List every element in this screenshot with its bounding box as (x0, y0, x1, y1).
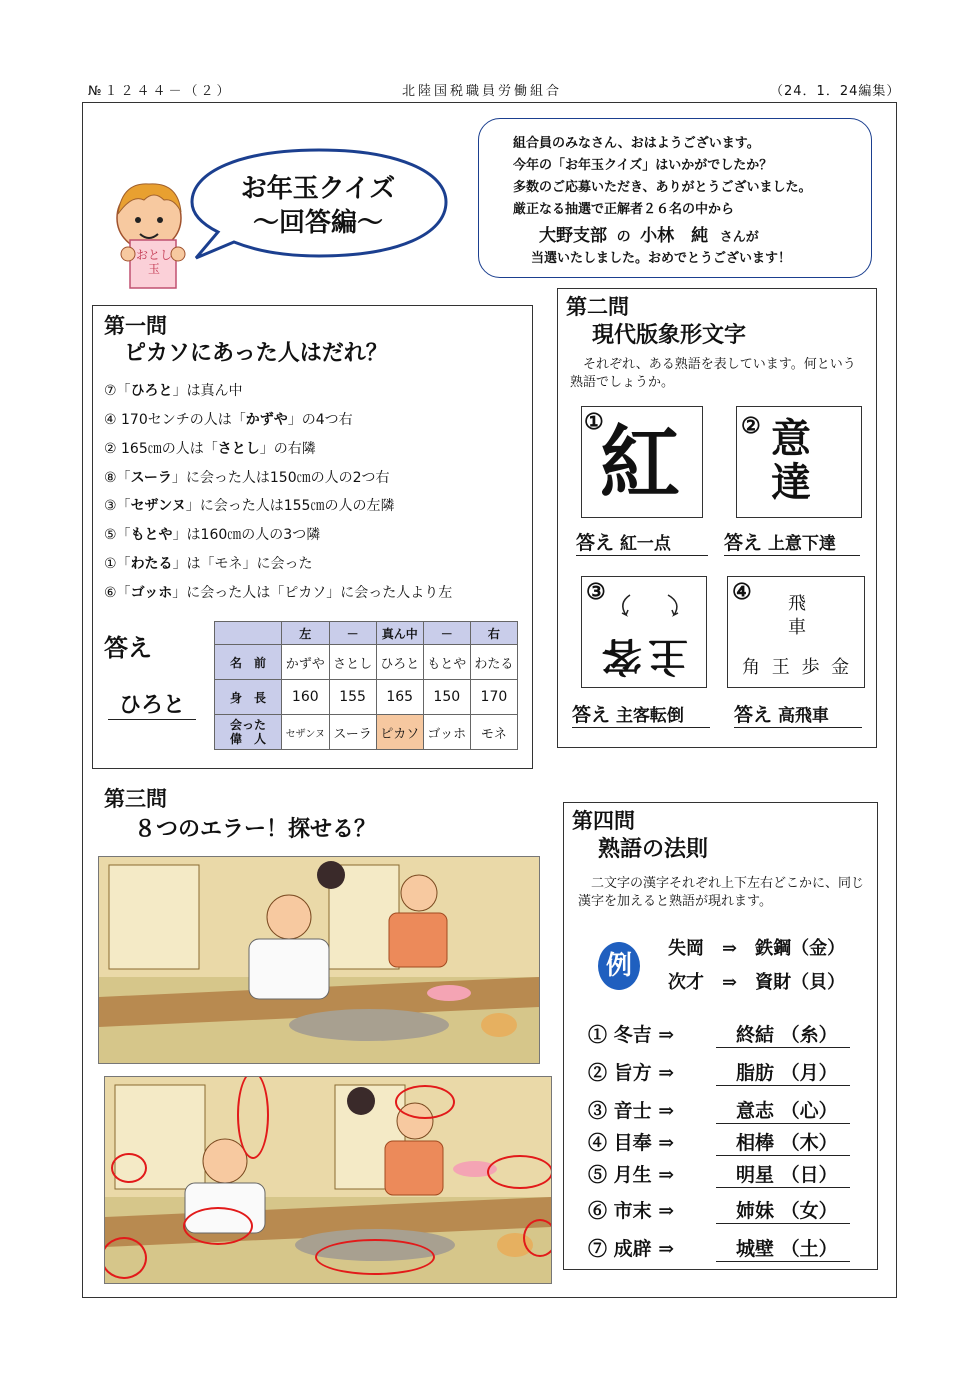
table-col-header: － (423, 622, 470, 645)
table-corner (215, 622, 282, 645)
q2-item-3 (581, 576, 707, 688)
q1-clue: ⑦「ひろと」は真ん中 (104, 383, 243, 399)
example-icon: 例 (598, 942, 640, 990)
greeting-line: 厳正なる抽選で正解者２６名の中から (513, 202, 735, 217)
q3-label: 第三問 (104, 787, 167, 811)
greeting-box (478, 118, 872, 278)
q2-answer-2: 答え 上意下達 (724, 528, 860, 556)
table-col-header: 左 (282, 622, 330, 645)
bubble-title-1: お年玉クイズ (240, 174, 396, 204)
table-cell: ゴッホ (423, 715, 470, 750)
q1-answer-label: 答え (104, 634, 152, 662)
error-circle (395, 1085, 455, 1119)
q2-item-number: ④ (732, 579, 752, 605)
table-col-header: 真ん中 (376, 622, 423, 645)
q1-clue: ①「わたる」は「モネ」に会った (104, 556, 313, 572)
q4-row: ② 旨方 ⇒ 脂肪 （月） (588, 1058, 674, 1085)
error-circle (487, 1155, 552, 1189)
winner-name: 小林 純 (640, 226, 709, 246)
q4-row: ⑦ 成辟 ⇒ 城壁 （土） (588, 1234, 674, 1261)
q2-item-1 (581, 406, 703, 518)
q4-label: 第四問 (572, 809, 635, 833)
q2-glyph-bottom: 達 (771, 459, 811, 506)
q2-title: 現代版象形文字 (592, 323, 747, 348)
issue-number: №１２４４－（２） (88, 84, 233, 99)
q2-glyph: 主客 (596, 633, 688, 680)
q4-desc: 二文字の漢字それぞれ上下左右どこかに、同じ漢字を加えると熟語が現れます。 (578, 876, 865, 909)
q4-row: ④ 目奉 ⇒ 相棒 （木） (588, 1128, 674, 1155)
q1-answer-table (214, 621, 518, 750)
q2-glyph-top: 意 (771, 415, 811, 462)
table-cell: モネ (470, 715, 517, 750)
table-cell: 170 (470, 680, 517, 715)
bubble-title-2: ～回答編～ (252, 208, 383, 238)
q4-example-1: 失岡 ⇒ 鉄鋼（金） (668, 938, 846, 959)
table-cell: さとし (329, 645, 376, 680)
table-cell-highlight: ピカソ (376, 715, 423, 750)
winner-branch: 大野支部 (539, 226, 607, 246)
q1-answer: ひろと (108, 688, 196, 720)
q2-answer-1: 答え 紅一点 (576, 528, 708, 556)
table-cell: かずや (282, 645, 330, 680)
q4-row: ⑥ 市末 ⇒ 姉妹 （女） (588, 1196, 674, 1223)
swap-arrows-icon (616, 591, 686, 625)
q2-label: 第二問 (566, 295, 629, 319)
q2-item-number: ② (741, 413, 761, 439)
q1-label: 第一問 (104, 314, 167, 338)
q2-item-number: ① (584, 409, 604, 435)
otoshidama-card: おとし玉 (136, 248, 173, 276)
table-cell: 160 (282, 680, 330, 715)
table-cell: もとや (423, 645, 470, 680)
child-illustration (104, 176, 194, 294)
spot-difference-original (98, 856, 540, 1064)
edit-date: （24．1．24編集） (770, 84, 901, 99)
q2-item-number: ③ (586, 579, 606, 605)
q1-title: ピカソにあった人はだれ？ (124, 341, 388, 366)
q2-item-2 (736, 406, 862, 518)
table-cell: わたる (470, 645, 517, 680)
table-col-header: － (329, 622, 376, 645)
q2-glyph: 紅 (600, 416, 680, 510)
greeting-line: 今年の「お年玉クイズ」はいかがでしたか？ (513, 158, 773, 173)
q2-answer-4: 答え 高飛車 (734, 700, 862, 728)
table-cell: ひろと (376, 645, 423, 680)
winner-san: さんが (719, 230, 759, 245)
title-bubble (188, 146, 450, 262)
row-label-met: 会った 偉 人 (215, 715, 282, 750)
greeting-lines (513, 133, 811, 221)
table-cell: セザンヌ (282, 715, 330, 750)
q1-clue: ③「セザンヌ」に会った人は155㎝の人の左隣 (104, 498, 395, 514)
spot-difference-answer (104, 1076, 552, 1284)
q4-title: 熟語の法則 (598, 837, 709, 862)
q2-item-4 (727, 576, 865, 688)
winner-no: の (616, 229, 631, 245)
publisher-name: 北陸国税職員労働組合 (402, 84, 563, 99)
q1-clue: ⑤「もとや」は160㎝の人の3つ隣 (104, 527, 321, 543)
table-cell: 155 (329, 680, 376, 715)
q4-row: ③ 音士 ⇒ 意志 （心） (588, 1096, 674, 1123)
q4-row: ⑤ 月生 ⇒ 明星 （日） (588, 1160, 674, 1187)
q3-title: ８つのエラー！探せる？ (134, 817, 377, 842)
row-label-name: 名 前 (215, 645, 282, 680)
q1-clue: ② 165㎝の人は「さとし」の右隣 (104, 441, 316, 457)
error-circle (315, 1239, 435, 1275)
row-label-height: 身 長 (215, 680, 282, 715)
q1-clue: ④ 170センチの人は「かずや」の4つ右 (104, 412, 353, 428)
q2-glyph-mid: 車 (788, 617, 806, 638)
q2-desc: それぞれ、ある熟語を表しています。何という熟語でしょうか。 (570, 357, 856, 390)
q4-example-2: 次才 ⇒ 資財（貝） (668, 972, 846, 993)
congrats-line: 当選いたしました。おめでとうございます！ (531, 251, 792, 266)
error-circle (523, 1219, 552, 1257)
table-col-header: 右 (470, 622, 517, 645)
error-circle (183, 1207, 253, 1245)
greeting-line: 組合員のみなさん、おはようございます。 (513, 136, 760, 151)
q4-row: ① 冬吉 ⇒ 終結 （糸） (588, 1020, 674, 1047)
greeting-line: 多数のご応募いただき、ありがとうございました。 (513, 180, 812, 195)
q2-glyph-row: 角 王 歩 金 (742, 657, 850, 678)
table-cell: 150 (423, 680, 470, 715)
q2-answer-3: 答え 主客転倒 (572, 700, 710, 728)
q1-clue: ⑧「スーラ」に会った人は150㎝の人の2つ右 (104, 470, 390, 486)
error-circle (111, 1153, 147, 1183)
table-cell: スーラ (329, 715, 376, 750)
q1-clue: ⑥「ゴッホ」に会った人は「ピカソ」に会った人より左 (104, 585, 453, 601)
table-cell: 165 (376, 680, 423, 715)
winner-line (539, 221, 759, 246)
q2-glyph-top: 飛 (788, 593, 806, 614)
